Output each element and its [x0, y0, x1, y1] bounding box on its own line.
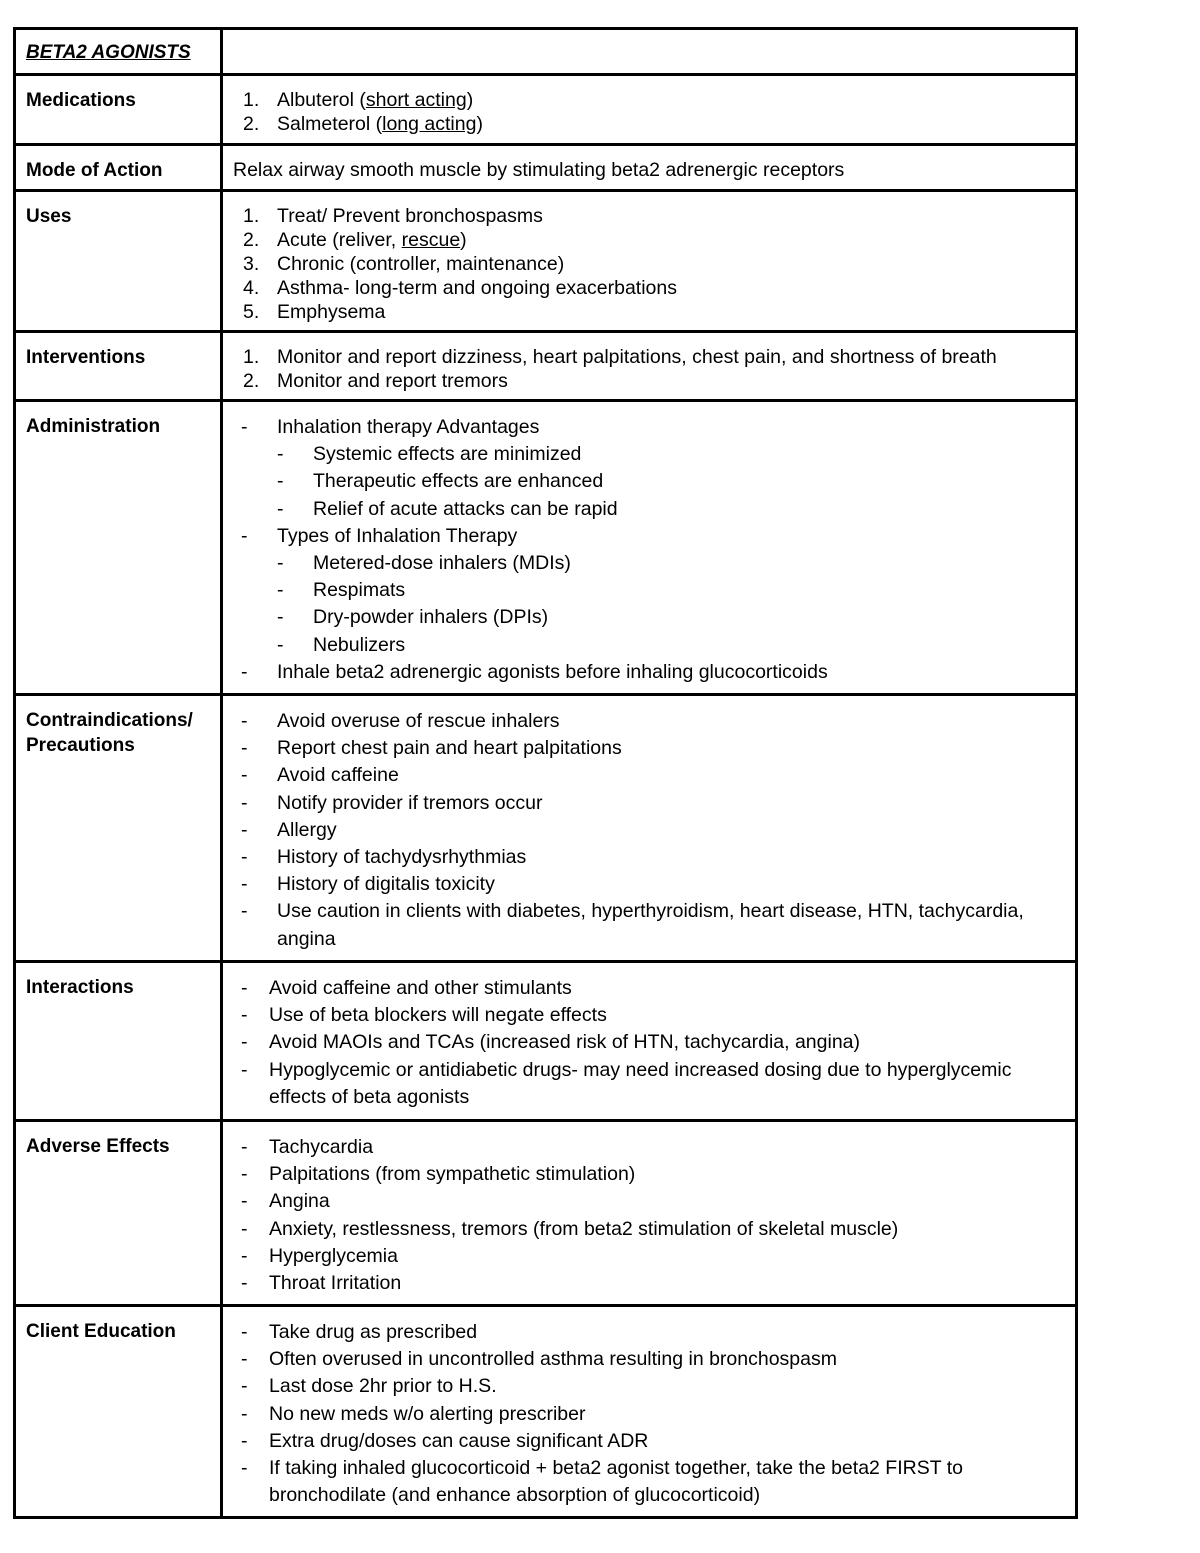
education-list — [233, 1319, 1065, 1509]
list-item: - Often overused in uncontrolled asthma resulting in bronchospasm — [241, 1348, 837, 1371]
interactions-content — [222, 962, 1077, 1121]
list-item: - Allergy — [241, 818, 337, 841]
list-item: - Take drug as prescribed — [241, 1321, 478, 1343]
education-row — [15, 1306, 1077, 1518]
administration-row — [15, 401, 1077, 695]
item-text: Salmeterol (long acting) — [277, 113, 483, 135]
adverse-list — [233, 1134, 1065, 1297]
row-label — [15, 962, 222, 1121]
list-item — [233, 88, 1065, 112]
list-item: 1. Treat/ Prevent bronchospasms — [243, 205, 543, 227]
sub-list-item: - Relief of acute attacks can be rapid — [277, 497, 618, 520]
list-item: 2. Monitor and report tremors — [243, 370, 508, 392]
administration-list — [233, 414, 1065, 686]
item-number: 2. — [243, 113, 260, 135]
mode-content — [222, 145, 1077, 191]
sub-list-item: - Therapeutic effects are enhanced — [277, 470, 604, 493]
list-item: 2. Acute (reliver, rescue) — [243, 229, 467, 251]
medications-label: Medications — [26, 90, 136, 111]
title-cell — [15, 29, 222, 75]
list-item: - Inhalation therapy Advantages — [241, 416, 540, 438]
row-label — [15, 1121, 222, 1306]
interventions-row — [15, 332, 1077, 401]
uses-row — [15, 191, 1077, 332]
uses-content — [222, 191, 1077, 332]
mode-text: Relax airway smooth muscle by stimulating beta2 adrenergic receptors — [233, 159, 845, 181]
medications-row — [15, 75, 1077, 145]
sub-list-item: - Metered-dose inhalers (MDIs) — [277, 552, 571, 575]
list-item: - Angina — [241, 1190, 330, 1213]
list-item: - Anxiety, restlessness, tremors (from beta2 stimulation of skeletal muscle) — [241, 1217, 899, 1240]
list-item: - Hyperglycemia — [241, 1244, 398, 1267]
contraindications-row — [15, 695, 1077, 962]
adverse-label: Adverse Effects — [26, 1136, 170, 1157]
drug-table — [13, 27, 1078, 1519]
sub-list-item: - Systemic effects are minimized — [277, 443, 582, 466]
list-item: - Use caution in clients with diabetes, hyperthyroidism, heart disease, HTN, tachycardia, angina — [241, 900, 1024, 950]
list-item: - Last dose 2hr prior to H.S. — [241, 1375, 497, 1398]
list-item: - If taking inhaled glucocorticoid + beta2 agonist together, take the beta2 FIRST to bronchodilate (and enhance absorption of glucocorticoid) — [241, 1457, 963, 1507]
contraindications-list — [233, 708, 1065, 953]
list-item: - Extra drug/doses can cause significant ADR — [241, 1429, 649, 1452]
list-item: 1. Monitor and report dizziness, heart palpitations, chest pain, and shortness of breath — [243, 346, 997, 368]
row-label — [15, 332, 222, 401]
sub-list-item: - Nebulizers — [277, 633, 406, 656]
row-label — [15, 75, 222, 145]
list-item: - Report chest pain and heart palpitations — [241, 737, 622, 760]
mode-label: Mode of Action — [26, 160, 163, 181]
interventions-label: Interventions — [26, 347, 146, 368]
interactions-list — [233, 975, 1065, 1111]
list-item: - Avoid caffeine and other stimulants — [241, 977, 572, 999]
list-item: - Avoid MAOIs and TCAs (increased risk of HTN, tachycardia, angina) — [241, 1031, 861, 1054]
list-item: 3. Chronic (controller, maintenance) — [243, 253, 565, 275]
education-label: Client Education — [26, 1321, 176, 1342]
list-item: - Hypoglycemic or antidiabetic drugs- may need increased dosing due to hyperglycemic effects of beta agonists — [241, 1058, 1012, 1108]
mode-row — [15, 145, 1077, 191]
education-content — [222, 1306, 1077, 1518]
row-label — [15, 145, 222, 191]
list-item: - Inhale beta2 adrenergic agonists before inhaling glucocorticoids — [241, 660, 828, 683]
adverse-content — [222, 1121, 1077, 1306]
list-item: - Throat Irritation — [241, 1272, 402, 1295]
sub-list-item: - Respimats — [277, 579, 406, 602]
list-item: - Notify provider if tremors occur — [241, 791, 543, 814]
row-label — [15, 191, 222, 332]
uses-label: Uses — [26, 206, 72, 227]
list-item: - History of digitalis toxicity — [241, 873, 495, 896]
uses-list — [233, 204, 1065, 324]
administration-label: Administration — [26, 416, 161, 437]
list-item: - History of tachydysrhythmias — [241, 846, 527, 869]
adverse-row — [15, 1121, 1077, 1306]
contraindications-content — [222, 695, 1077, 962]
title-empty-cell — [222, 29, 1077, 75]
interventions-list — [233, 345, 1065, 393]
list-item: - Avoid caffeine — [241, 764, 399, 787]
interactions-label: Interactions — [26, 977, 134, 998]
list-item: 5. Emphysema — [243, 301, 386, 323]
medications-content — [222, 75, 1077, 145]
contraindications-label: Contraindications/ Precautions — [26, 710, 193, 756]
item-text: Albuterol (short acting) — [277, 89, 474, 111]
administration-content — [222, 401, 1077, 695]
list-item: - Types of Inhalation Therapy — [241, 524, 518, 547]
sub-list-item: - Dry-powder inhalers (DPIs) — [277, 606, 549, 629]
list-item: - Avoid overuse of rescue inhalers — [241, 710, 560, 732]
list-item: 4. Asthma- long-term and ongoing exacerbations — [243, 277, 677, 299]
interactions-row — [15, 962, 1077, 1121]
row-label — [15, 695, 222, 962]
list-item: - Use of beta blockers will negate effects — [241, 1004, 607, 1027]
list-item — [233, 112, 1065, 136]
list-item: - No new meds w/o alerting prescriber — [241, 1402, 586, 1425]
table-title: BETA2 AGONISTS — [26, 42, 191, 63]
list-item: - Palpitations (from sympathetic stimulation) — [241, 1163, 636, 1186]
title-row — [15, 29, 1077, 75]
row-label — [15, 1306, 222, 1518]
interventions-content — [222, 332, 1077, 401]
medications-list — [233, 88, 1065, 136]
row-label — [15, 401, 222, 695]
list-item: - Tachycardia — [241, 1136, 374, 1158]
item-number: 1. — [243, 89, 260, 111]
